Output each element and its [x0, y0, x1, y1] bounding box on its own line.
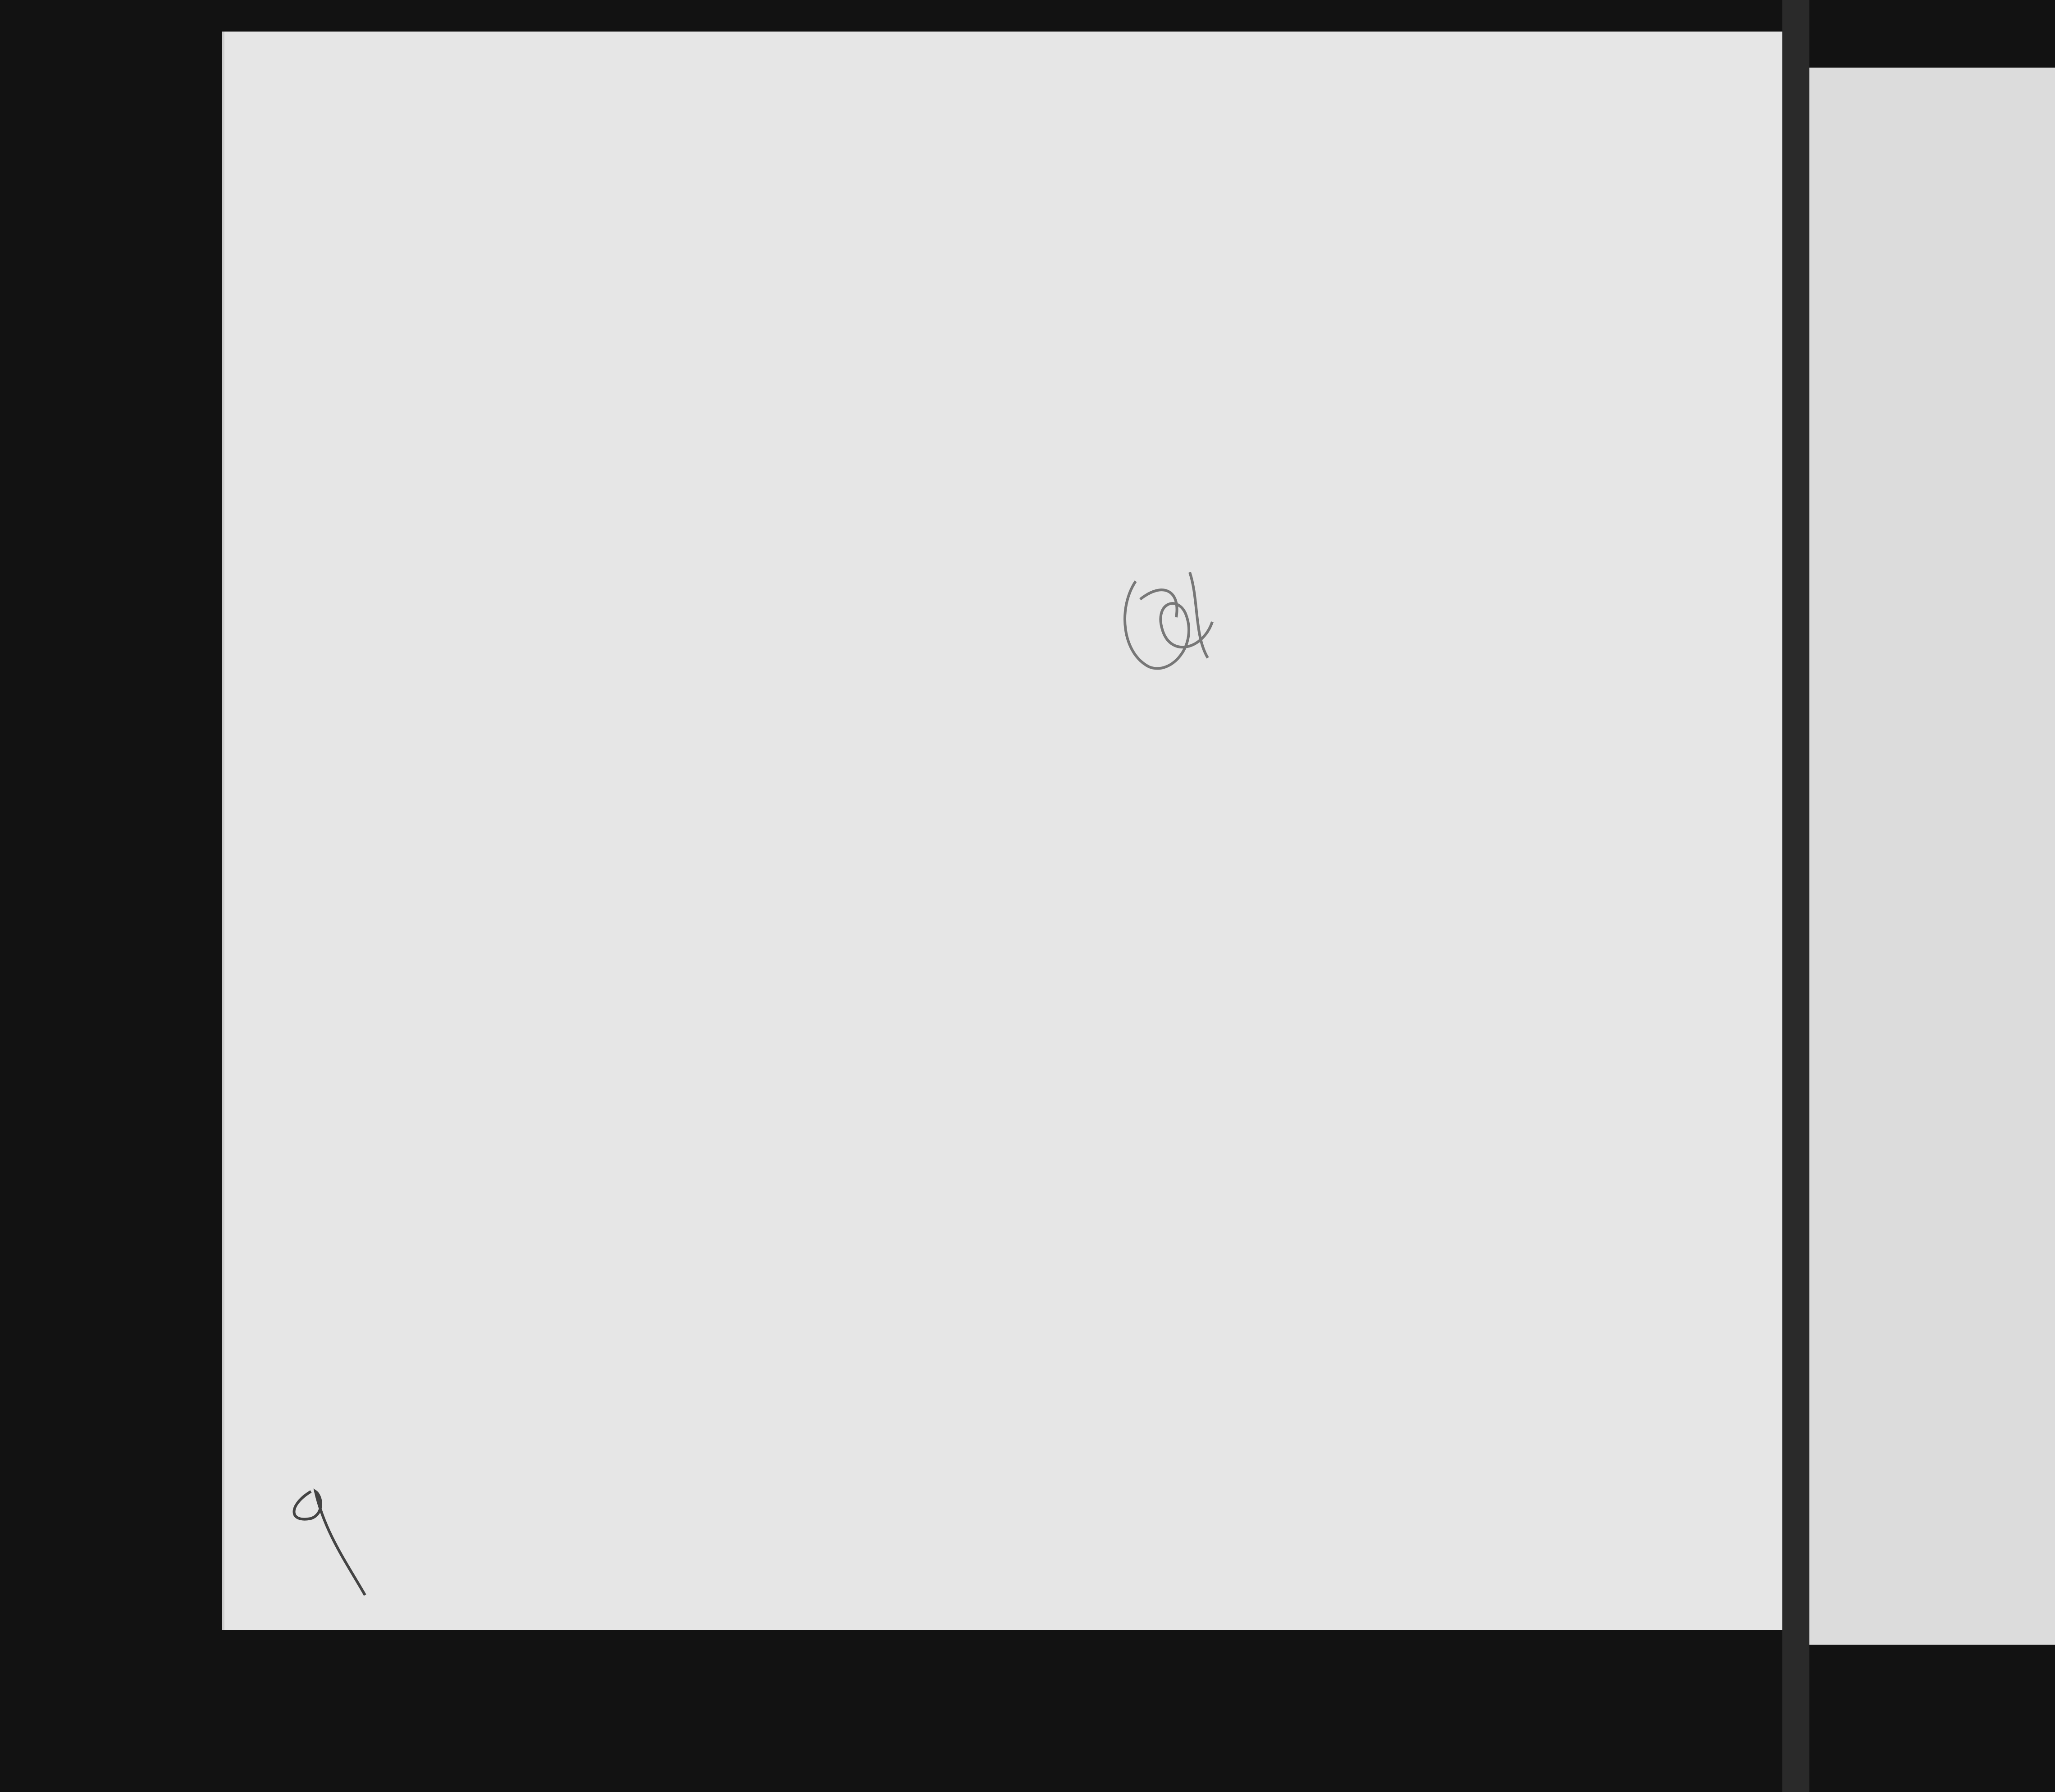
signature-scribble-icon — [1109, 554, 1244, 703]
inspection-stamp — [1109, 554, 1244, 703]
